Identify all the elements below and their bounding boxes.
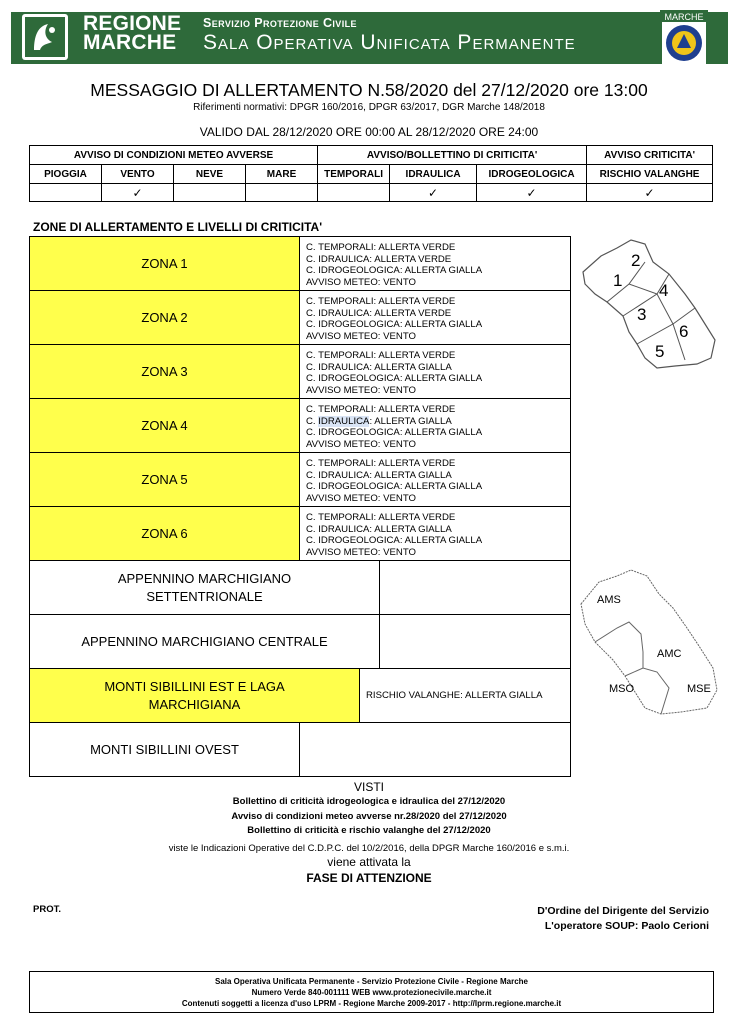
zone-name: ZONA 5 — [30, 453, 300, 506]
normative-references: Riferimenti normativi: DPGR 160/2016, DPGR 63/2017, DGR Marche 148/2018 — [193, 102, 545, 113]
regione-marche-logo — [22, 14, 68, 60]
col-mare: MARE — [246, 165, 318, 184]
zone-line: AVVISO METEO: VENTO — [306, 438, 416, 450]
zone-name: ZONA 2 — [30, 291, 300, 344]
map-label-ams: AMS — [597, 594, 621, 606]
zone-details — [300, 507, 570, 560]
footer-line1: Sala Operativa Unificata Permanente - Servizio Protezione Civile - Regione Marche — [215, 977, 528, 986]
col-idraulica: IDRAULICA — [390, 165, 477, 184]
zones-heading: ZONE DI ALLERTAMENTO E LIVELLI DI CRITICITA' — [33, 220, 323, 234]
check-pioggia — [30, 184, 102, 202]
zone-row — [30, 507, 570, 561]
zone-line: AVVISO METEO: VENTO — [306, 384, 416, 396]
zone-line: C. IDROGEOLOGICA: ALLERTA GIALLA — [306, 265, 483, 276]
map-label-6: 6 — [679, 322, 689, 341]
check-vento: ✓ — [102, 184, 174, 202]
zone-line: C. IDROGEOLOGICA: ALLERTA GIALLA — [306, 319, 483, 330]
zone-line: C. IDROGEOLOGICA: ALLERTA GIALLA — [306, 535, 483, 546]
validity-period: VALIDO DAL 28/12/2020 ORE 00:00 AL 28/12/2020 ORE 24:00 — [199, 125, 539, 139]
zone-line: C. TEMPORALI: ALLERTA VERDE — [306, 296, 456, 307]
zone-name: ZONA 4 — [30, 399, 300, 452]
zone-line: AVVISO METEO: VENTO — [306, 330, 416, 342]
mountain-zone-details: RISCHIO VALANGHE: ALLERTA GIALLA — [366, 689, 543, 701]
zone-line: C. IDRAULICA: ALLERTA VERDE — [306, 253, 452, 265]
emblem-label: MARCHE — [664, 12, 704, 22]
check-mare — [246, 184, 318, 202]
map-label-2: 2 — [631, 251, 641, 270]
mountain-zone-name: APPENNINO MARCHIGIANO SETTENTRIONALE — [30, 561, 380, 614]
zone-row — [30, 399, 570, 453]
signature-line1: D'Ordine del Dirigente del Servizio — [537, 905, 709, 917]
footer-line3: Contenuti soggetti a licenza d'uso LPRM - Regione Marche 2009-2017 - http://lprm.regione.marche.it — [181, 999, 562, 1008]
map-label-4: 4 — [659, 281, 669, 300]
group-meteo-header: AVVISO DI CONDIZIONI METEO AVVERSE — [30, 146, 318, 165]
phase-label: FASE DI ATTENZIONE — [306, 871, 432, 885]
mountain-zone-details — [380, 561, 570, 614]
zones-table — [29, 236, 571, 777]
signature-line2: L'operatore SOUP: Paolo Cerioni — [544, 920, 709, 932]
group-criticita-header: AVVISO/BOLLETTINO DI CRITICITA' — [318, 146, 587, 165]
map-label-mse: MSE — [687, 683, 711, 695]
mountain-zone-row — [30, 561, 570, 615]
check-temporali — [318, 184, 390, 202]
mountain-zone-name: MONTI SIBILLINI EST E LAGA MARCHIGIANA — [30, 669, 360, 722]
visti-heading: VISTI — [353, 780, 384, 794]
mountain-zones-map — [573, 568, 723, 718]
zone-line: C. IDROGEOLOGICA: ALLERTA GIALLA — [306, 481, 483, 492]
operational-indications: viste le Indicazioni Operative del C.D.P.C. del 10/2/2016, della DPGR Marche 160/2016 e s.m.i. — [168, 843, 570, 854]
check-idraulica: ✓ — [390, 184, 477, 202]
protezione-civile-emblem — [660, 10, 708, 66]
zone-row — [30, 237, 570, 291]
check-rischio-valanghe: ✓ — [587, 184, 713, 202]
map-label-5: 5 — [655, 342, 665, 361]
zone-details — [300, 453, 570, 506]
region-line2: MARCHE — [83, 31, 177, 54]
mountain-zone-details — [300, 723, 570, 776]
mountain-zone-name: APPENNINO MARCHIGIANO CENTRALE — [30, 615, 380, 668]
zone-line: C. TEMPORALI: ALLERTA VERDE — [306, 458, 456, 469]
col-neve: NEVE — [174, 165, 246, 184]
map-label-mso: MSO — [609, 683, 635, 695]
footer-box — [29, 971, 714, 1013]
zone-line: C. IDRAULICA: ALLERTA GIALLA — [306, 523, 452, 535]
map-label-1: 1 — [613, 271, 623, 290]
visti-line: Bollettino di criticità idrogeologica e idraulica del 27/12/2020 — [232, 796, 506, 807]
region-line1: REGIONE — [83, 12, 182, 35]
zone-line: C. TEMPORALI: ALLERTA VERDE — [306, 242, 456, 253]
zone-line: C. IDRAULICA: ALLERTA GIALLA — [306, 469, 452, 481]
region-name — [83, 14, 181, 52]
zone-name: ZONA 6 — [30, 507, 300, 560]
zone-details — [300, 291, 570, 344]
map-label-amc: AMC — [657, 648, 682, 660]
mountain-zone-row — [30, 669, 570, 723]
sala-name: Sala Operativa Unificata Permanente — [203, 31, 576, 54]
zone-line: C. TEMPORALI: ALLERTA VERDE — [306, 512, 456, 523]
check-neve — [174, 184, 246, 202]
zone-line: AVVISO METEO: VENTO — [306, 276, 416, 288]
mountain-zone-name: MONTI SIBILLINI OVEST — [30, 723, 300, 776]
zone-line: AVVISO METEO: VENTO — [306, 492, 416, 504]
col-idrogeologica: IDROGEOLOGICA — [477, 165, 587, 184]
check-idrogeologica: ✓ — [477, 184, 587, 202]
zone-name: ZONA 3 — [30, 345, 300, 398]
zone-line: C. IDRAULICA: ALLERTA GIALLA — [306, 361, 452, 373]
col-vento: VENTO — [102, 165, 174, 184]
zone-line-text: C. IDRAULICA: ALLERTA GIALLA — [306, 415, 452, 427]
group-avviso-header: AVVISO CRITICITA' — [587, 146, 713, 165]
zones-map — [573, 236, 723, 376]
visti-line: Avviso di condizioni meteo avverse nr.28/2020 del 27/12/2020 — [231, 811, 507, 822]
zone-line: C. IDROGEOLOGICA: ALLERTA GIALLA — [306, 427, 483, 438]
zone-line: AVVISO METEO: VENTO — [306, 546, 416, 558]
mountain-zone-details — [380, 615, 570, 668]
zone-details — [300, 345, 570, 398]
zone-line: C. IDROGEOLOGICA: ALLERTA GIALLA — [306, 373, 483, 384]
zone-row — [30, 453, 570, 507]
region-outline — [583, 240, 715, 368]
col-rischio-valanghe: RISCHIO VALANGHE — [587, 165, 713, 184]
protocol-label: PROT. — [33, 904, 61, 915]
col-pioggia: PIOGGIA — [30, 165, 102, 184]
zone-line: C. TEMPORALI: ALLERTA VERDE — [306, 404, 456, 415]
map-label-3: 3 — [637, 305, 647, 324]
mountain-zone-row — [30, 615, 570, 669]
warnings-table — [29, 145, 713, 202]
col-temporali: TEMPORALI — [318, 165, 390, 184]
service-name: Servizio Protezione Civile — [203, 16, 357, 30]
zone-line: C. TEMPORALI: ALLERTA VERDE — [306, 350, 456, 361]
mountain-zone-row — [30, 723, 570, 776]
zone-name: ZONA 1 — [30, 237, 300, 290]
activated-text: viene attivata la — [327, 855, 411, 869]
zone-row — [30, 345, 570, 399]
footer-line2: Numero Verde 840-001111 WEB www.protezionecivile.marche.it — [251, 988, 492, 997]
zone-details — [300, 237, 570, 290]
visti-line: Bollettino di criticità e rischio valanghe del 27/12/2020 — [247, 825, 491, 836]
zone-details — [300, 399, 570, 452]
highlighted-word: IDRAULICA — [318, 415, 370, 427]
message-title: MESSAGGIO DI ALLERTAMENTO N.58/2020 del 27/12/2020 ore 13:00 — [90, 80, 648, 100]
zone-row — [30, 291, 570, 345]
zone-line: C. IDRAULICA: ALLERTA VERDE — [306, 307, 452, 319]
zone-line — [306, 416, 570, 428]
